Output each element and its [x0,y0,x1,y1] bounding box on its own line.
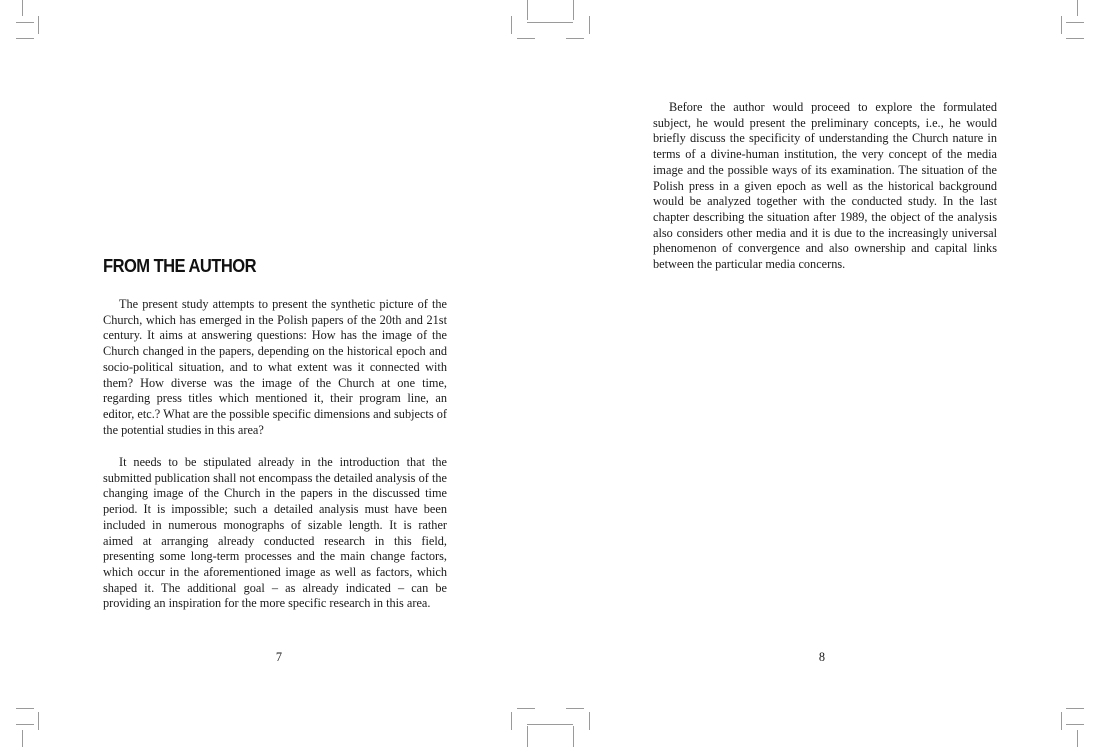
right-page [550,0,1100,747]
page-number: 8 [818,650,826,664]
body-paragraph: The present study attempts to present the synthetic picture of the Church, which has emerged in the Polish papers of the 20th and 21st century. It aims at answering questions: How has the image of the Church changed in the papers, depending on the historical epoch and socio-political situation, and to what extent was it connected with them? How diverse was the image of the Church at one time, regarding press titles which mentioned it, their program line, an editor, etc.? What are the possible specific dimensions and subjects of the potential studies in this area? [103,297,447,437]
chapter-heading: FROM THE AUTHOR [103,256,257,276]
body-paragraph: Before the author would proceed to explore the formulated subject, he would present the preliminary concepts, i.e., he would briefly discuss the specificity of understanding the Church nature in terms of a divine-human institution, the very concept of the media image and the possible ways of its examination. The situation of the Polish press in a given epoch as well as the historical background would be analyzed together with the conducted study. In the last chapter describing the situation after 1989, the object of the analysis also considers other media and it is due to the increasingly universal phenomenon of convergence and also ownership and capital links between the particular media concerns. [653,100,997,272]
body-paragraph: It needs to be stipulated already in the introduction that the submitted publication shall not encompass the detailed analysis of the changing image of the Church in the papers in the discussed time period. It is impossible; such a detailed analysis must have been included in numerous monographs of sizable length. It is rather aimed at arranging already conducted research in this field, presenting some long-term processes and the main change factors, which occur in the aforementioned image as well as factors, which shaped it. The additional goal – as already indicated – can be providing an inspiration for the more specific research in this area. [103,455,447,611]
page-number: 7 [275,650,283,664]
